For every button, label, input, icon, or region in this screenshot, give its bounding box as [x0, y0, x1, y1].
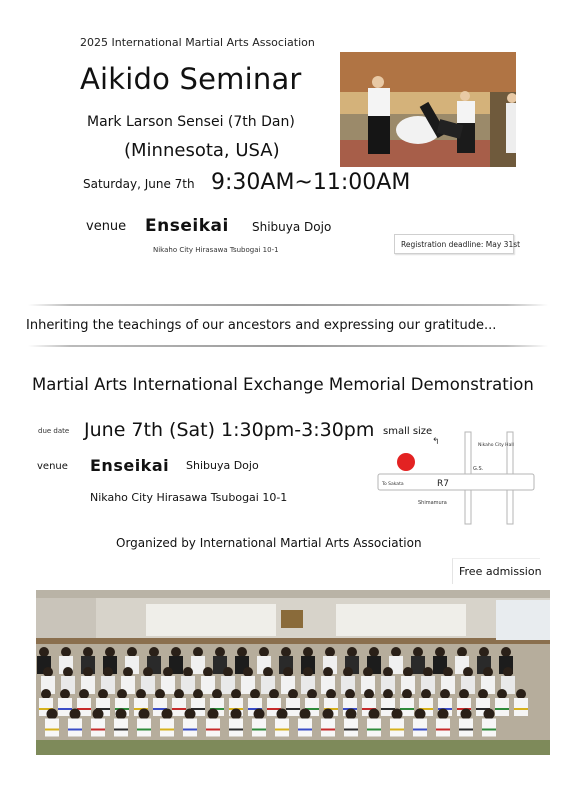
- venue-name: Enseikai: [145, 216, 229, 236]
- demonstration-title: Martial Arts International Exchange Memorial Demonstration: [32, 375, 534, 394]
- organizer-line: 2025 International Martial Arts Association: [80, 36, 315, 49]
- group-photo: [36, 590, 550, 755]
- map-label-shimamura: Shimamura: [418, 500, 447, 506]
- venue-name: Enseikai: [90, 456, 170, 475]
- demonstration-date-time: June 7th (Sat) 1:30pm-3:30pm: [84, 419, 375, 441]
- map-label-gs: G.S.: [473, 466, 484, 472]
- seminar-time: 9:30AM~11:00AM: [211, 170, 411, 195]
- venue-marker-icon: [397, 453, 415, 471]
- dojo-name: Shibuya Dojo: [252, 220, 332, 234]
- divider-line: [28, 345, 548, 347]
- organizer-credit: Organized by International Martial Arts Association: [116, 536, 422, 550]
- tagline: Inheriting the teachings of our ancestors and expressing our gratitude...: [26, 318, 497, 333]
- map-caption: small size: [383, 426, 433, 437]
- venue-label: venue: [86, 219, 127, 234]
- due-date-label: due date: [38, 427, 70, 435]
- location-map: [366, 424, 546, 526]
- north-arrow-icon: ↰: [432, 437, 440, 447]
- free-admission-box: Free admission: [452, 558, 540, 584]
- instructor-name: Mark Larson Sensei (7th Dan): [87, 114, 295, 130]
- venue-address: Nikaho City Hirasawa Tsubogai 10-1: [153, 246, 279, 254]
- map-label-city-hall: Nikaho City Hall: [478, 443, 514, 448]
- instructor-location: (Minnesota, USA): [124, 140, 280, 161]
- dojo-name: Shibuya Dojo: [186, 459, 259, 472]
- aikido-throw-photo: [340, 52, 516, 167]
- divider-line: [28, 304, 548, 306]
- map-label-route: R7: [437, 479, 449, 489]
- seminar-date: Saturday, June 7th: [83, 177, 195, 191]
- venue-address: Nikaho City Hirasawa Tsubogai 10-1: [90, 491, 288, 504]
- registration-deadline-box: Registration deadline: May 31st: [394, 234, 514, 254]
- seminar-title: Aikido Seminar: [80, 62, 302, 96]
- map-label-to-sakata: To Sakata: [382, 482, 404, 487]
- venue-label: venue: [37, 461, 68, 472]
